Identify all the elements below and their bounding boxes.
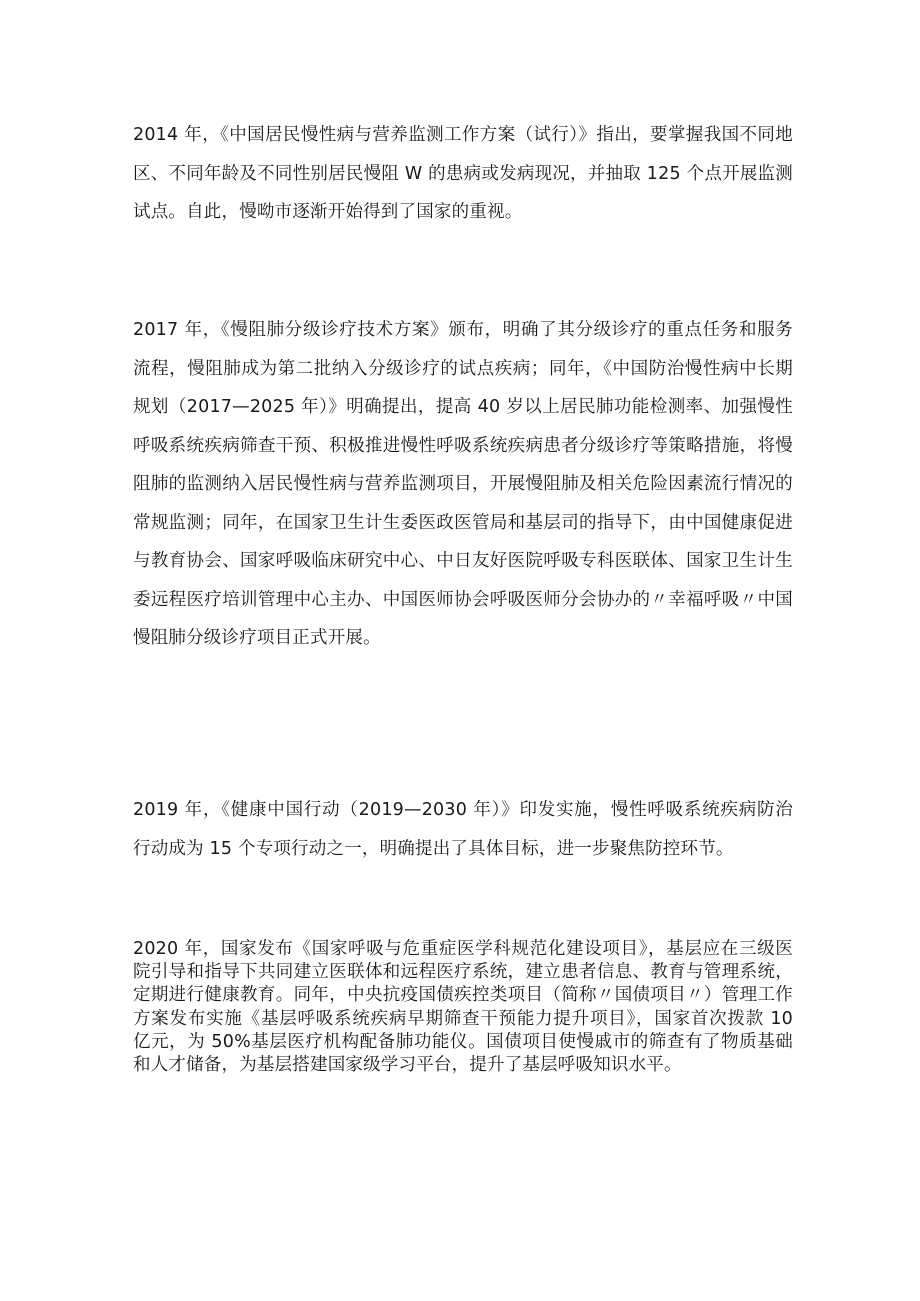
paragraph-2019: 2019 年，《健康中国行动（2019—2030 年）》印发实施，慢性呼吸系统疾病防治行动成为 15 个专项行动之一，明确提出了具体目标，进一步聚焦防控环节。 xyxy=(133,800,793,859)
paragraph-2020: 2020 年，国家发布《国家呼吸与危重症医学科规范化建设项目》，基层应在三级医院引导和指导下共同建立医联体和远程医疗系统，建立患者信息、教育与管理系统，定期进行健康教育。同年，中央抗疫国债疾控类项目（简称〃国债项目〃）管理工作方案发布实施《基层呼吸系统疾病早期筛查干预能力提升项目》，国家首次拨款 10 亿元，为 50%基层医疗机构配备肺功能仪。国债项目使慢戚市的筛查有了物质基础和人才储备，为基层搭建国家级学习平台，提升了基层呼吸知识水平。 xyxy=(133,939,793,1076)
paragraph-2014: 2014 年，《中国居民慢性病与营养监测工作方案（试行）》指出，要掌握我国不同地区、不同年龄及不同性别居民慢阻 W 的患病或发病现况，并抽取 125 个点开展监测试点。自此，慢呦市逐渐开始得到了国家的重视。 xyxy=(133,125,793,222)
paragraph-2017: 2017 年，《慢阻肺分级诊疗技术方案》颁布，明确了其分级诊疗的重点任务和服务流程，慢阻肺成为第二批纳入分级诊疗的试点疾病；同年，《中国防治慢性病中长期规划（2017—2025 年）》明确提出，提高 40 岁以上居民肺功能检测率、加强慢性呼吸系统疾病筛查干预、积极推进慢性呼吸系统疾病患者分级诊疗等策略措施，将慢阻肺的监测纳入居民慢性病与营养监测项目，开展慢阻肺及相关危险因素流行情况的常规监测；同年，在国家卫生计生委医政医管局和基层司的指导下，由中国健康促进与教育协会、国家呼吸临床研究中心、中日友好医院呼吸专科医联体、国家卫生计生委远程医疗培训管理中心主办、中国医师协会呼吸医师分会协办的〃幸福呼吸〃中国慢阻肺分级诊疗项目正式开展。 xyxy=(133,320,793,648)
